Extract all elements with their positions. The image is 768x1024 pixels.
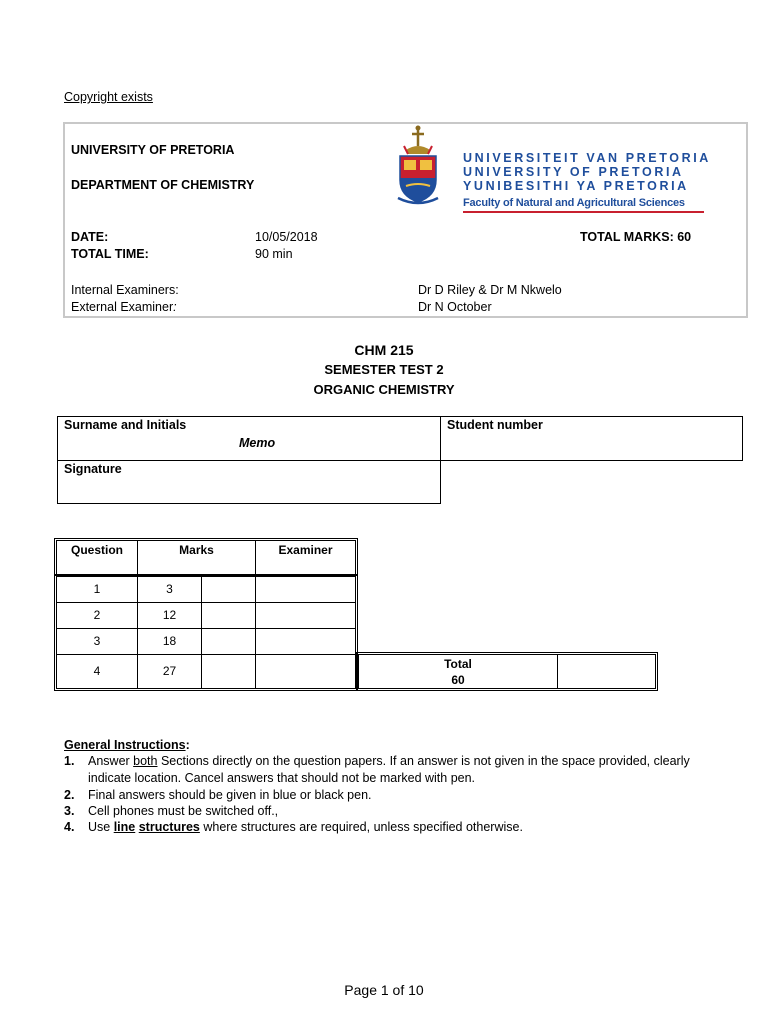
instruction-item: 3. Cell phones must be switched off., [64,804,279,818]
row-marks: 12 [137,602,202,629]
student-number-label: Student number [447,418,543,432]
row-examiner-cell[interactable] [255,654,356,689]
total-score-cell[interactable] [557,654,656,689]
row-question: 4 [56,654,138,689]
row-examiner-cell[interactable] [255,576,356,603]
instruction-item: 1. Answer both Sections directly on the question papers. If an answer is not given in the space provided, clearly [64,754,690,768]
row-marks: 3 [137,576,202,603]
signature-label: Signature [64,462,122,476]
row-score-cell[interactable] [201,628,256,655]
date-label: DATE: [71,230,109,244]
total-time-value: 90 min [255,247,293,261]
instruction-item-continued: indicate location. Cancel answers that should not be marked with pen. [88,771,476,785]
logo-line-english: UNIVERSITY OF PRETORIA [463,165,684,179]
page-number: Page 1 of 10 [344,982,424,998]
date-value: 10/05/2018 [255,230,318,244]
total-cell [358,654,558,689]
internal-examiners-label: Internal Examiners: [71,283,179,297]
logo-line-afrikaans: UNIVERSITEIT VAN PRETORIA [463,151,711,165]
external-examiner-label: External Examiner: [71,300,177,314]
header-examiner: Examiner [255,540,356,576]
total-value: 60 [451,673,465,687]
row-score-cell[interactable] [201,654,256,689]
course-code: CHM 215 [354,342,414,358]
row-score-cell[interactable] [201,576,256,603]
row-score-cell[interactable] [201,602,256,629]
surname-value: Memo [239,436,276,450]
copyright-notice: Copyright exists [64,90,153,104]
faculty-divider [463,211,704,213]
external-examiner-value: Dr N October [418,300,492,314]
total-marks: TOTAL MARKS: 60 [580,230,692,244]
logo-line-sepedi: YUNIBESITHI YA PRETORIA [463,179,689,193]
internal-examiners-value: Dr D Riley & Dr M Nkwelo [418,283,562,297]
row-examiner-cell[interactable] [255,602,356,629]
department-name: DEPARTMENT OF CHEMISTRY [71,178,255,192]
instruction-item: 4. Use line structures where structures are required, unless specified otherwise. [64,820,523,834]
header-marks: Marks [137,540,256,576]
row-marks: 27 [137,654,202,689]
header-question: Question [56,540,138,576]
row-marks: 18 [137,628,202,655]
faculty-name: Faculty of Natural and Agricultural Sciences [463,197,685,209]
row-question: 2 [56,602,138,629]
row-question: 3 [56,628,138,655]
row-examiner-cell[interactable] [255,628,356,655]
university-name: UNIVERSITY OF PRETORIA [71,143,235,157]
instruction-item: 2. Final answers should be given in blue or black pen. [64,788,372,802]
university-crest-icon [392,124,444,206]
subject-title: ORGANIC CHEMISTRY [313,382,455,397]
surname-label: Surname and Initials [64,418,187,432]
total-label: Total [444,657,472,671]
test-title: SEMESTER TEST 2 [324,362,444,377]
instructions-heading: General Instructions: [64,738,190,752]
row-question: 1 [56,576,138,603]
total-time-label: TOTAL TIME: [71,247,149,261]
